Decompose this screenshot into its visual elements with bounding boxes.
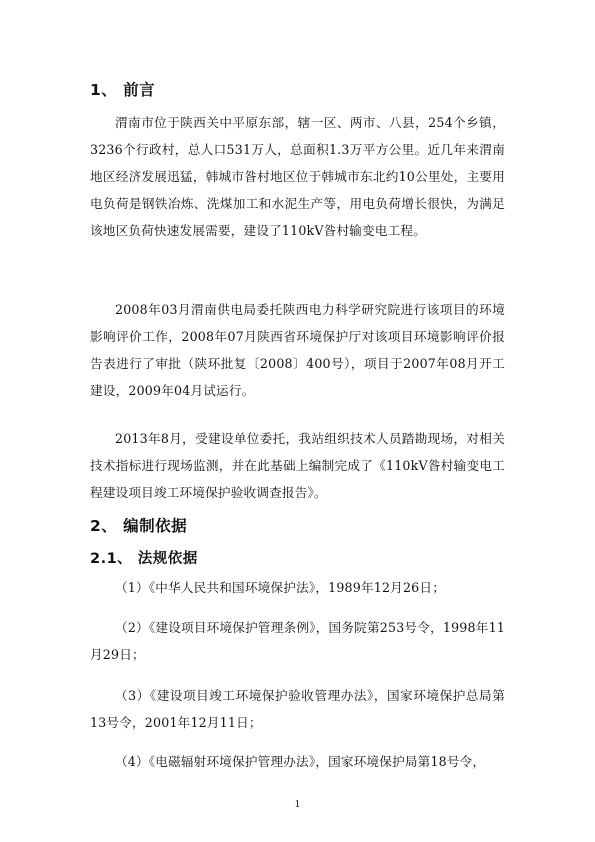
paragraph-preface-1: 渭南市位于陕西关中平原东部，辖一区、两市、八县，254个乡镇，3236个行政村，总人口531万人，总面积1.3万平方公里。近几年来渭南地区经济发展迅猛，韩城市昝村地区位于韩城市东北约10公里处，主要用电负荷是钢铁冶炼、洗煤加工和水泥生产等，用电负荷增长很快，为满足该地区负荷快速发展需要，建设了110kV昝村输变电工程。	[90, 115, 505, 238]
law-item: （4）《电磁辐射环境保护管理办法》，国家环境保护局第18号令，	[115, 754, 486, 769]
subsection-heading-laws: 2.1、 法规依据	[90, 551, 198, 567]
paragraph-preface-3: 2013年8月，受建设单位委托，我站组织技术人员踏勘现场，对相关技术指标进行现场监测，并在此基础上编制完成了《110kV昝村输变电工程建设项目竣工环境保护验收调查报告》。	[90, 431, 505, 500]
section-heading-basis: 2、 编制依据	[90, 517, 188, 535]
law-item: （1）《中华人民共和国环境保护法》，1989年12月26日；	[115, 580, 445, 595]
law-item: （3）《建设项目竣工环境保护验收管理办法》，国家环境保护总局第13号令，2001年12月11日；	[90, 688, 505, 730]
law-item: （2）《建设项目环境保护管理条例》，国务院第253号令，1998年11月29日；	[90, 620, 505, 662]
paragraph-preface-2: 2008年03月渭南供电局委托陕西电力科学研究院进行该项目的环境影响评价工作，2008年07月陕西省环境保护厅对该项目环境影响评价报告表进行了审批（陕环批复〔2008〕400号），项目于2007年08月开工建设，2009年04月试运行。	[90, 302, 505, 398]
page-number: 1	[294, 800, 301, 810]
section-heading-preface: 1、 前言	[90, 81, 156, 99]
